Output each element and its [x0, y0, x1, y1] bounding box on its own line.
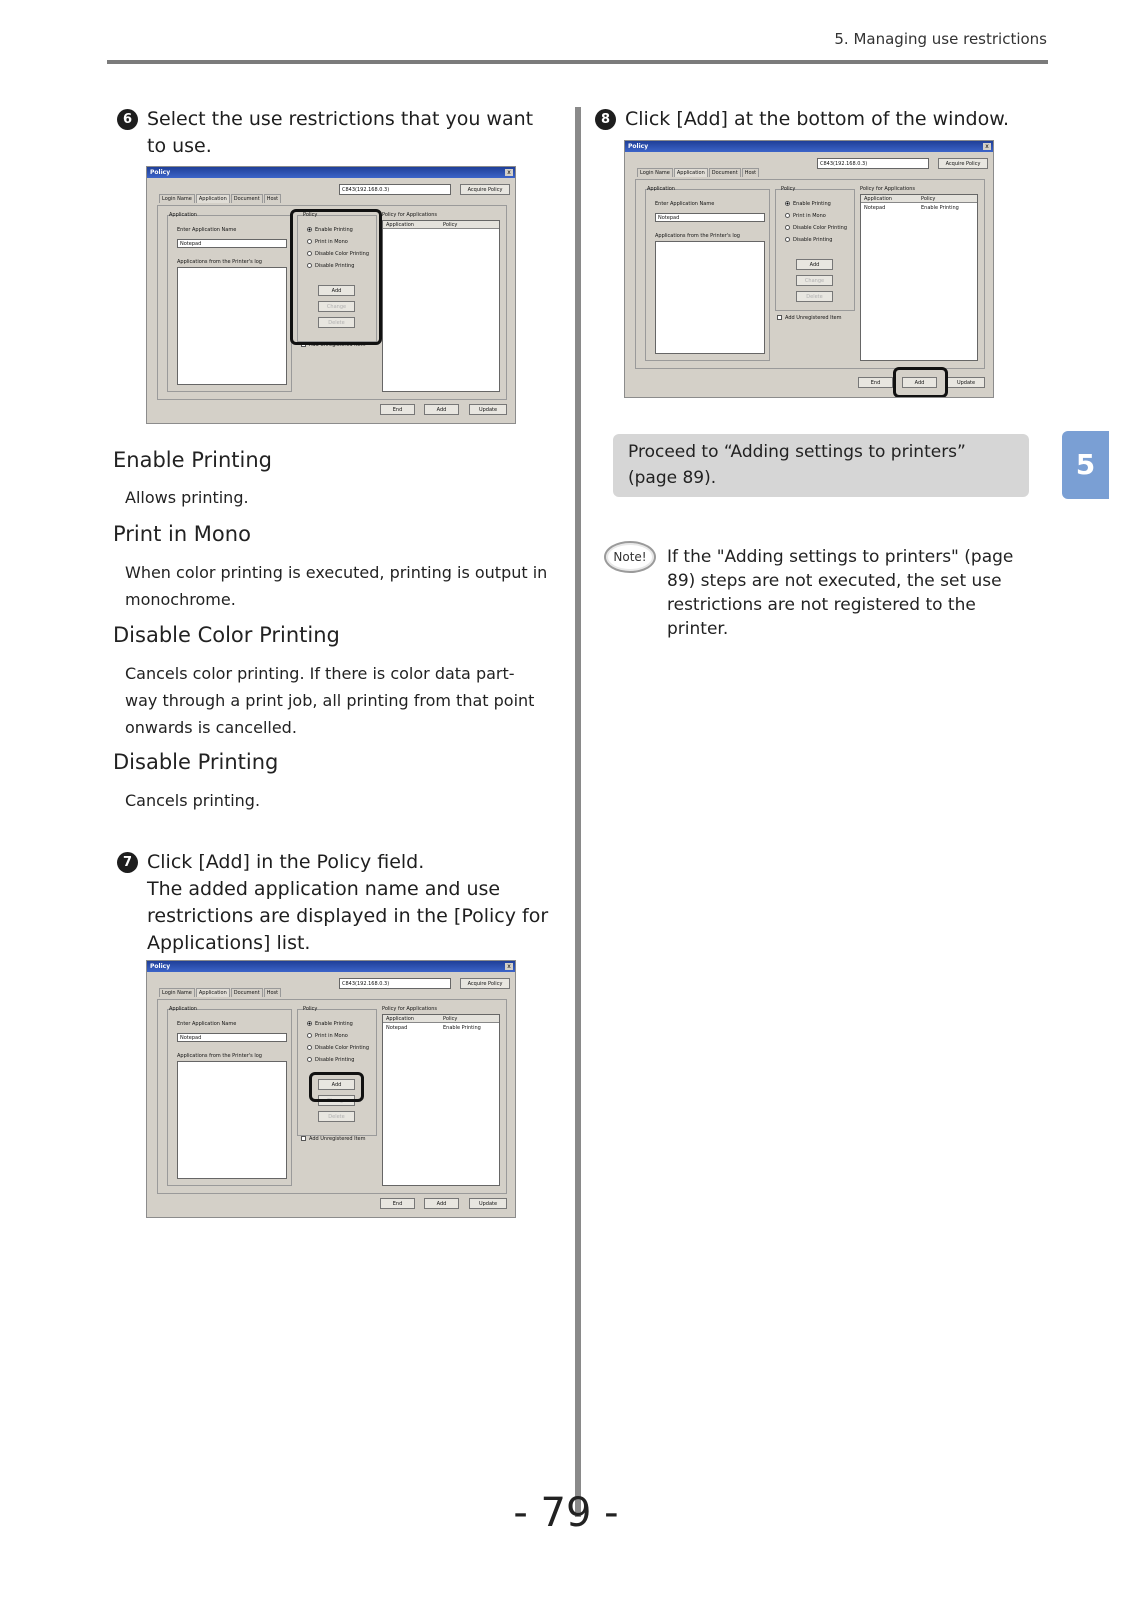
close-icon: x	[505, 169, 513, 176]
tab-host: Host	[742, 168, 759, 177]
add-button: Add	[902, 377, 937, 388]
policy-for-apps-list	[382, 1014, 500, 1186]
application-group-label: Application	[169, 1006, 197, 1012]
step-number: 6	[117, 109, 138, 130]
header-rule	[107, 60, 1048, 64]
enter-app-name-label: Enter Application Name	[177, 1021, 237, 1027]
tab-host: Host	[264, 194, 281, 203]
column-header-policy: Policy	[443, 222, 458, 228]
policy-group-label: Policy	[303, 1006, 318, 1012]
update-button: Update	[947, 377, 985, 388]
add-button: Add	[424, 1198, 459, 1209]
dialog-tabs	[159, 988, 282, 997]
note-icon: Note!	[604, 541, 656, 573]
dialog-tabs	[637, 168, 760, 177]
apps-from-log-label: Applications from the Printer's log	[655, 233, 740, 239]
end-button: End	[380, 1198, 415, 1209]
policy-for-apps-label: Policy for Applications	[382, 1006, 437, 1012]
dialog-titlebar: Policy	[625, 141, 993, 152]
policy-for-apps-label: Policy for Applications	[860, 186, 915, 192]
dialog-titlebar: Policy	[147, 167, 515, 178]
policy-change-button: Change	[318, 301, 355, 312]
radio-enable-printing: Enable Printing	[785, 201, 831, 207]
step-text: Click [Add] at the bottom of the window.	[625, 108, 1010, 130]
printer-select: C843(192.168.0.3)	[339, 184, 451, 195]
step-text-detail: The added application name and use restrictions are displayed in the [Policy for Applications] list.	[147, 878, 549, 954]
tab-application: Application	[196, 194, 230, 203]
tab-application: Application	[674, 168, 708, 177]
update-button: Update	[469, 404, 507, 415]
apps-from-log-label: Applications from the Printer's log	[177, 259, 262, 265]
acquire-policy-button: Acquire Policy	[460, 978, 510, 989]
highlight-policy-add	[309, 1072, 364, 1102]
tab-login-name: Login Name	[159, 988, 195, 997]
column-divider	[575, 107, 581, 1517]
apps-log-list	[177, 1061, 287, 1179]
radio-print-in-mono: Print in Mono	[307, 239, 348, 245]
app-name-field: Notepad	[177, 239, 287, 248]
radio-enable-printing: Enable Printing	[307, 1021, 353, 1027]
policy-add-button: Add	[796, 259, 833, 270]
dialog-tabs	[159, 194, 282, 203]
column-header-application: Application	[386, 1016, 414, 1022]
tab-document: Document	[231, 988, 263, 997]
column-header-application: Application	[864, 196, 892, 202]
radio-disable-color-printing: Disable Color Printing	[307, 1045, 369, 1051]
running-header: 5. Managing use restrictions	[834, 30, 1047, 48]
column-header-application: Application	[386, 222, 414, 228]
application-group-label: Application	[647, 186, 675, 192]
tab-document: Document	[231, 194, 263, 203]
row-policy: Enable Printing	[921, 205, 959, 211]
acquire-policy-button: Acquire Policy	[460, 184, 510, 195]
radio-disable-printing: Disable Printing	[785, 237, 832, 243]
apps-log-list	[177, 267, 287, 385]
option-title-print-in-mono: Print in Mono	[113, 522, 251, 546]
row-policy: Enable Printing	[443, 1025, 481, 1031]
application-group-label: Application	[169, 212, 197, 218]
policy-add-button: Add	[318, 285, 355, 296]
policy-for-apps-label: Policy for Applications	[382, 212, 437, 218]
step-8	[595, 106, 1035, 133]
app-name-field: Notepad	[177, 1033, 287, 1042]
column-header-policy: Policy	[443, 1016, 458, 1022]
option-title-enable-printing: Enable Printing	[113, 448, 272, 472]
policy-dialog-screenshot-2	[146, 960, 516, 1218]
enter-app-name-label: Enter Application Name	[177, 227, 237, 233]
policy-add-button: Add	[318, 1079, 355, 1090]
step-number: 7	[117, 852, 138, 873]
highlight-bottom-add	[893, 367, 948, 398]
policy-dialog-screenshot-3	[624, 140, 994, 398]
policy-for-apps-list	[860, 194, 978, 361]
option-title-disable-color-printing: Disable Color Printing	[113, 623, 340, 647]
step-7	[117, 849, 557, 957]
chapter-tab: 5	[1062, 431, 1109, 499]
highlight-policy-group	[290, 209, 382, 345]
tab-host: Host	[264, 988, 281, 997]
apps-from-log-label: Applications from the Printer's log	[177, 1053, 262, 1059]
enter-app-name-label: Enter Application Name	[655, 201, 715, 207]
add-unregistered-checkbox: Add Unregistered Item	[301, 1136, 366, 1142]
radio-disable-printing: Disable Printing	[307, 263, 354, 269]
tab-document: Document	[709, 168, 741, 177]
printer-select: C843(192.168.0.3)	[817, 158, 929, 169]
policy-dialog-screenshot-1	[146, 166, 516, 424]
column-header-policy: Policy	[921, 196, 936, 202]
policy-group-label: Policy	[781, 186, 796, 192]
page-number: - 79 -	[513, 1490, 619, 1536]
policy-delete-button: Delete	[318, 317, 355, 328]
policy-change-button: Change	[796, 275, 833, 286]
policy-delete-button: Delete	[796, 291, 833, 302]
option-desc-enable-printing: Allows printing.	[125, 488, 249, 507]
row-application: Notepad	[864, 205, 886, 211]
proceed-callout: Proceed to “Adding settings to printers” (page 89).	[613, 434, 1029, 497]
step-text: Select the use restrictions that you want to use.	[147, 108, 534, 157]
add-unregistered-checkbox: Add Unregistered Item	[301, 342, 366, 348]
radio-print-in-mono: Print in Mono	[307, 1033, 348, 1039]
radio-enable-printing: Enable Printing	[307, 227, 353, 233]
printer-select: C843(192.168.0.3)	[339, 978, 451, 989]
radio-disable-color-printing: Disable Color Printing	[785, 225, 847, 231]
update-button: Update	[469, 1198, 507, 1209]
app-name-field: Notepad	[655, 213, 765, 222]
step-number: 8	[595, 109, 616, 130]
tab-login-name: Login Name	[159, 194, 195, 203]
radio-disable-printing: Disable Printing	[307, 1057, 354, 1063]
note-text: If the "Adding settings to printers" (page 89) steps are not executed, the set use restrictions are not registered to the printer.	[667, 547, 1014, 639]
end-button: End	[858, 377, 893, 388]
radio-print-in-mono: Print in Mono	[785, 213, 826, 219]
row-application: Notepad	[386, 1025, 408, 1031]
radio-disable-color-printing: Disable Color Printing	[307, 251, 369, 257]
option-desc-disable-color-printing: Cancels color printing. If there is color data part-way through a print job, all printing from that point onwards is cancelled.	[125, 664, 535, 737]
policy-group-label: Policy	[303, 212, 318, 218]
close-icon: x	[983, 143, 991, 150]
step-text: Click [Add] in the Policy field.	[147, 851, 425, 873]
acquire-policy-button: Acquire Policy	[938, 158, 988, 169]
policy-delete-button: Delete	[318, 1111, 355, 1122]
add-button: Add	[424, 404, 459, 415]
apps-log-list	[655, 241, 765, 354]
option-desc-disable-printing: Cancels printing.	[125, 791, 261, 810]
tab-login-name: Login Name	[637, 168, 673, 177]
policy-change-button: Change	[318, 1095, 355, 1106]
end-button: End	[380, 404, 415, 415]
step-6	[117, 106, 557, 160]
option-title-disable-printing: Disable Printing	[113, 750, 279, 774]
option-desc-print-in-mono: When color printing is executed, printing is output in monochrome.	[125, 563, 548, 609]
tab-application: Application	[196, 988, 230, 997]
policy-for-apps-list	[382, 220, 500, 392]
dialog-titlebar: Policy	[147, 961, 515, 972]
close-icon: x	[505, 963, 513, 970]
add-unregistered-checkbox: Add Unregistered Item	[777, 315, 842, 321]
